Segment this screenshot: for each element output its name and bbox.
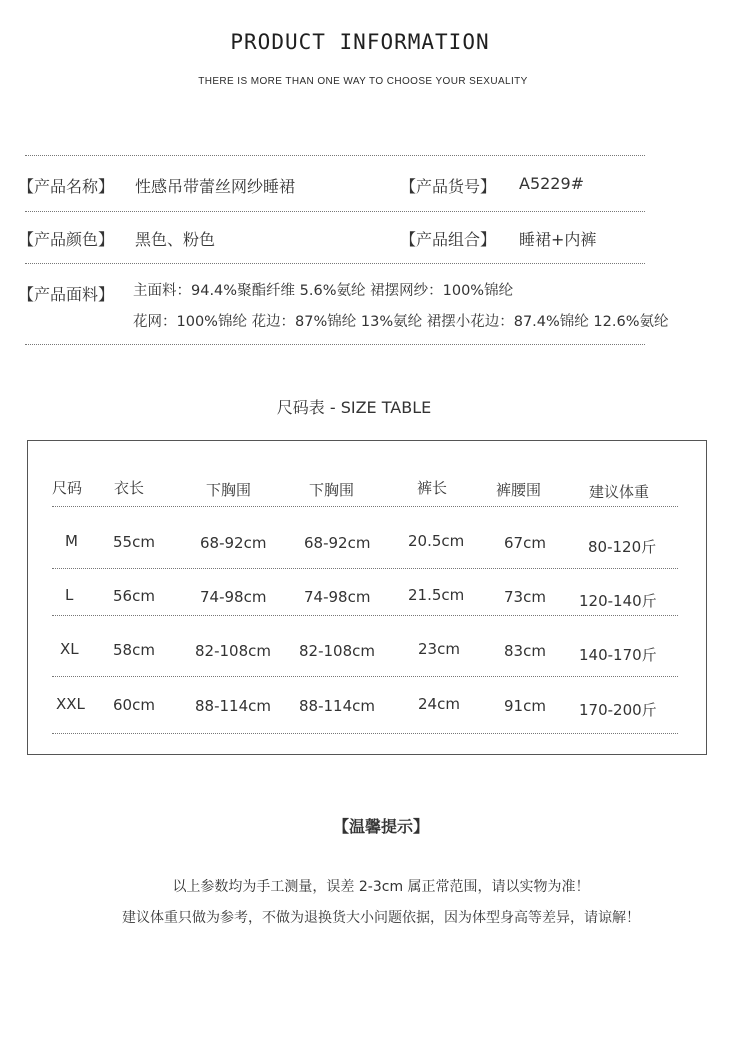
table-cell: 23cm [418,640,460,658]
row-divider [52,615,678,616]
size-table-title: 尺码表 - SIZE TABLE [276,398,432,417]
table-cell: 73cm [504,588,546,606]
tips-line2: 建议体重只做为参考，不做为退换货大小问题依据，因为体型身高等差异，请谅解！ [122,910,640,926]
table-cell: 74-98cm [304,588,371,606]
product-fabric-line1: 主面料：94.4%聚酯纤维 5.6%氨纶 裙摆网纱：100%锦纶 [133,283,514,299]
tips-title: 【温馨提示】 [332,817,429,836]
product-combo-label: 【产品组合】 [400,230,497,249]
divider [25,263,645,264]
row-divider [52,733,678,734]
table-cell: 140-170斤 [579,646,657,664]
column-header-length: 衣长 [114,479,145,497]
table-cell: 21.5cm [408,586,465,604]
row-divider [52,506,678,507]
table-cell: 88-114cm [195,697,271,715]
table-cell: 55cm [113,533,155,551]
table-cell: 88-114cm [299,697,375,715]
product-code-label: 【产品货号】 [400,177,497,196]
table-cell: 82-108cm [195,642,271,660]
column-header-shorts-length: 裤长 [417,479,448,497]
table-cell: M [65,532,78,550]
table-cell: 24cm [418,695,460,713]
product-combo-value: 睡裙+内裤 [519,230,597,249]
divider [25,211,645,212]
column-header-waist: 裤腰围 [496,481,542,499]
table-cell: 58cm [113,641,155,659]
table-cell: 20.5cm [408,532,465,550]
row-divider [52,568,678,569]
table-cell: 68-92cm [304,534,371,552]
row-divider [52,676,678,677]
table-cell: L [65,586,74,604]
table-cell: 83cm [504,642,546,660]
column-header-underbust: 下胸围 [206,481,252,499]
page-subtitle: THERE IS MORE THAN ONE WAY TO CHOOSE YOUR SEXUALITY [198,76,528,87]
divider [25,155,645,156]
table-cell: 60cm [113,696,155,714]
column-header-weight: 建议体重 [589,483,650,501]
product-fabric-label: 【产品面料】 [18,285,115,304]
table-cell: 170-200斤 [579,701,657,719]
table-cell: 91cm [504,697,546,715]
column-header-underbust-2: 下胸围 [309,481,355,499]
table-cell: XL [60,640,79,658]
product-code-value: A5229# [519,174,585,193]
table-cell: 120-140斤 [579,592,657,610]
product-color-value: 黑色、粉色 [135,230,216,249]
page-title: PRODUCT INFORMATION [230,30,490,54]
table-cell: 80-120斤 [588,538,657,556]
table-cell: XXL [56,695,85,713]
column-header-size: 尺码 [52,479,83,497]
product-name-label: 【产品名称】 [18,177,115,196]
product-name-value: 性感吊带蕾丝网纱睡裙 [135,177,296,196]
table-cell: 68-92cm [200,534,267,552]
product-color-label: 【产品颜色】 [18,230,115,249]
product-fabric-line2: 花网：100%锦纶 花边：87%锦纶 13%氨纶 裙摆小花边：87.4%锦纶 12.6%氨纶 [133,314,669,330]
table-cell: 67cm [504,534,546,552]
table-cell: 82-108cm [299,642,375,660]
tips-line1: 以上参数均为手工测量，误差 2-3cm 属正常范围，请以实物为准！ [172,879,590,895]
table-cell: 74-98cm [200,588,267,606]
table-cell: 56cm [113,587,155,605]
divider [25,344,645,345]
size-table [27,440,707,755]
